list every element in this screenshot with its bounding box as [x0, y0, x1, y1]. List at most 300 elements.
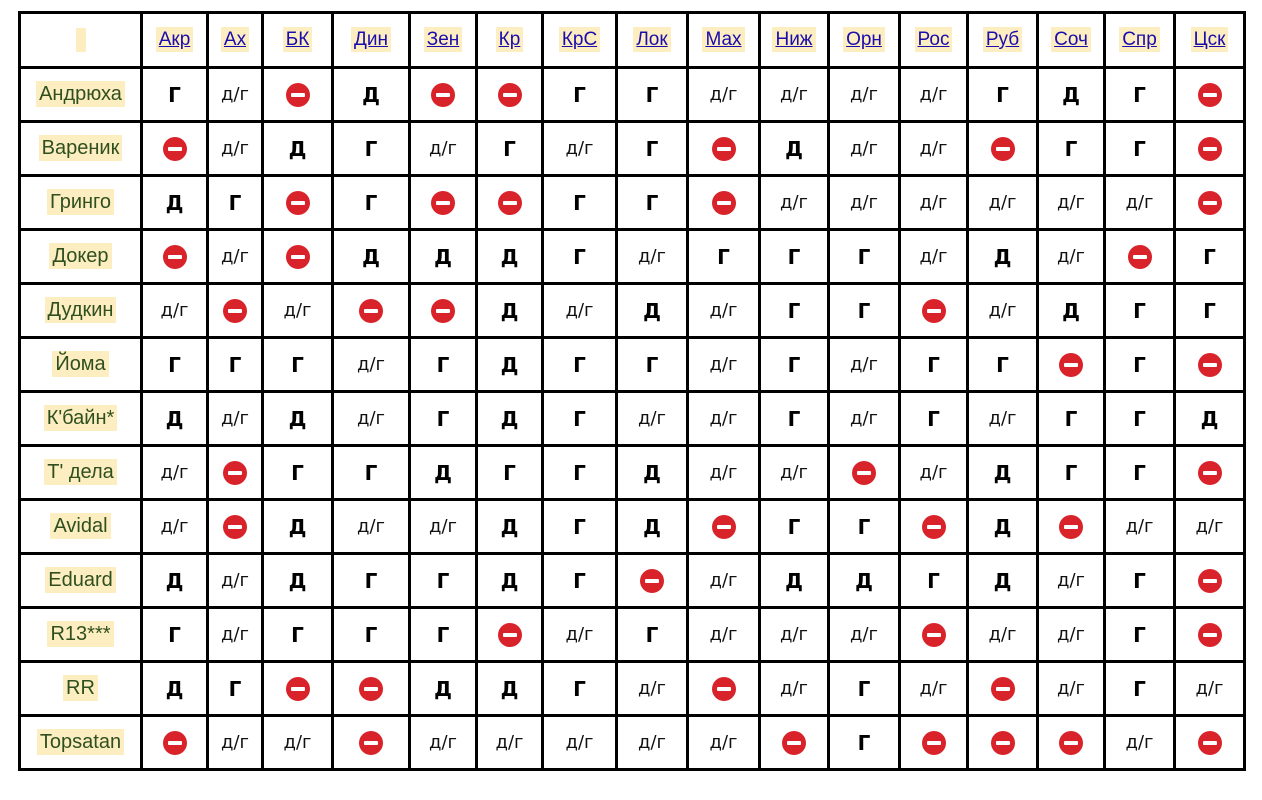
cell-value: Д	[785, 136, 803, 161]
table-cell	[900, 338, 968, 392]
table-cell	[829, 608, 900, 662]
table-cell	[543, 284, 617, 338]
column-header-link[interactable]: Цск	[1191, 27, 1229, 52]
table-cell	[142, 230, 208, 284]
table-cell	[760, 608, 829, 662]
table-cell	[900, 230, 968, 284]
row-header	[20, 500, 142, 554]
table-cell	[900, 392, 968, 446]
row-name: Гринго	[47, 189, 114, 215]
column-header-link[interactable]: КрС	[559, 27, 600, 52]
column-header	[543, 13, 617, 68]
row-header	[20, 608, 142, 662]
table-cell	[1175, 392, 1245, 446]
column-header-link[interactable]: Дин	[351, 27, 391, 52]
table-cell	[477, 122, 543, 176]
table-cell	[688, 122, 760, 176]
row-header	[20, 554, 142, 608]
cell-value: Г	[857, 244, 871, 269]
cell-value: Г	[927, 406, 940, 431]
table-cell	[263, 554, 333, 608]
no-entry-icon	[922, 731, 946, 755]
table-cell	[410, 338, 477, 392]
cell-value: д/г	[850, 192, 878, 213]
cell-value: Г	[645, 82, 659, 107]
cell-value: д/г	[429, 138, 457, 159]
cell-value: Д	[643, 298, 661, 323]
cell-value: Г	[1133, 676, 1146, 701]
cell-value: д/г	[850, 624, 878, 645]
table-row	[20, 122, 1245, 176]
table-cell	[410, 284, 477, 338]
cell-value: д/г	[988, 624, 1017, 645]
table-cell	[477, 284, 543, 338]
no-entry-icon	[1198, 569, 1222, 593]
table-cell	[208, 500, 263, 554]
table-cell	[543, 392, 617, 446]
row-header	[20, 338, 142, 392]
cell-value: д/г	[1125, 516, 1154, 537]
table-row	[20, 68, 1245, 122]
column-header-link[interactable]: Мах	[702, 27, 744, 52]
table-cell	[968, 554, 1038, 608]
table-cell	[760, 230, 829, 284]
cell-value: д/г	[221, 570, 249, 591]
cell-value: д/г	[780, 84, 808, 105]
cell-value: Д	[993, 460, 1012, 485]
table-cell	[208, 122, 263, 176]
table-cell	[208, 662, 263, 716]
column-header-link[interactable]: Зен	[424, 27, 463, 52]
no-entry-icon	[286, 677, 310, 701]
cell-value: Г	[573, 244, 586, 269]
table-cell	[1105, 68, 1175, 122]
table-cell	[543, 662, 617, 716]
grid-body	[20, 68, 1245, 770]
table-row	[20, 446, 1245, 500]
table-cell	[760, 176, 829, 230]
table-cell	[688, 662, 760, 716]
table-cell	[1175, 608, 1245, 662]
table-cell	[410, 554, 477, 608]
cell-value: д/г	[221, 138, 249, 159]
cell-value: д/г	[919, 138, 948, 159]
table-cell	[208, 176, 263, 230]
cell-value: д/г	[160, 300, 189, 321]
cell-value: д/г	[919, 678, 948, 699]
table-cell	[333, 554, 410, 608]
table-row	[20, 662, 1245, 716]
table-cell	[968, 662, 1038, 716]
row-name: RR	[63, 675, 98, 701]
no-entry-icon	[712, 137, 736, 161]
table-cell	[900, 122, 968, 176]
table-cell	[208, 446, 263, 500]
table-cell	[829, 392, 900, 446]
column-header-link[interactable]: Кр	[496, 27, 524, 52]
cell-value: д/г	[780, 462, 808, 483]
table-cell	[142, 68, 208, 122]
prediction-grid-container	[18, 11, 1246, 771]
table-row	[20, 284, 1245, 338]
table-cell	[968, 608, 1038, 662]
cell-value: Г	[1064, 406, 1078, 431]
cell-value: д/г	[850, 138, 878, 159]
no-entry-icon	[163, 731, 187, 755]
cell-value: Г	[1133, 352, 1146, 377]
cell-value: д/г	[283, 300, 312, 321]
column-header	[410, 13, 477, 68]
cell-value: Г	[1133, 406, 1146, 431]
table-cell	[1038, 392, 1105, 446]
table-cell	[477, 608, 543, 662]
cell-value: д/г	[357, 516, 385, 537]
column-header-link[interactable]: Спр	[1119, 27, 1160, 52]
row-header	[20, 446, 142, 500]
cell-value: Г	[1133, 82, 1146, 107]
cell-value: Г	[436, 352, 450, 377]
table-row	[20, 554, 1245, 608]
row-name: Topsatan	[37, 729, 124, 755]
cell-value: Г	[927, 352, 940, 377]
column-header-link[interactable]: Лок	[633, 27, 670, 52]
corner-cell	[20, 13, 142, 68]
table-cell	[829, 68, 900, 122]
table-cell	[688, 68, 760, 122]
table-cell	[829, 230, 900, 284]
cell-value: д/г	[221, 246, 249, 267]
cell-value: Г	[573, 406, 586, 431]
no-entry-icon	[991, 731, 1015, 755]
table-cell	[263, 284, 333, 338]
table-row	[20, 716, 1245, 770]
cell-value: Г	[857, 514, 871, 539]
no-entry-icon	[286, 191, 310, 215]
table-cell	[1038, 500, 1105, 554]
table-cell	[617, 446, 688, 500]
table-cell	[968, 446, 1038, 500]
cell-value: д/г	[429, 516, 457, 537]
cell-value: д/г	[1195, 678, 1224, 699]
table-cell	[1105, 176, 1175, 230]
cell-value: Г	[364, 136, 378, 161]
cell-value: д/г	[565, 300, 594, 321]
table-cell	[543, 446, 617, 500]
column-header-link[interactable]: Соч	[1051, 27, 1091, 52]
table-cell	[477, 500, 543, 554]
table-cell	[543, 68, 617, 122]
table-cell	[688, 284, 760, 338]
cell-value: Г	[1133, 622, 1146, 647]
cell-value: Г	[228, 676, 242, 701]
no-entry-icon	[498, 83, 522, 107]
cell-value: д/г	[565, 138, 594, 159]
table-cell	[1105, 122, 1175, 176]
table-cell	[968, 68, 1038, 122]
cell-value: д/г	[1057, 624, 1085, 645]
table-cell	[617, 392, 688, 446]
row-header	[20, 392, 142, 446]
column-header	[688, 13, 760, 68]
table-cell	[1175, 716, 1245, 770]
cell-value: д/г	[919, 192, 948, 213]
no-entry-icon	[1198, 353, 1222, 377]
cell-value: Д	[1062, 298, 1080, 323]
cell-value: Г	[228, 190, 242, 215]
table-cell	[1038, 446, 1105, 500]
cell-value: д/г	[495, 732, 524, 753]
table-cell	[760, 554, 829, 608]
column-header	[208, 13, 263, 68]
cell-value: Д	[500, 298, 519, 323]
table-cell	[142, 176, 208, 230]
cell-value: д/г	[429, 732, 457, 753]
cell-value: Д	[500, 244, 519, 269]
table-cell	[1105, 392, 1175, 446]
table-cell	[829, 662, 900, 716]
column-header	[760, 13, 829, 68]
column-header	[1038, 13, 1105, 68]
cell-value: Д	[165, 406, 184, 431]
table-cell	[968, 122, 1038, 176]
cell-value: Г	[1203, 244, 1216, 269]
table-cell	[900, 284, 968, 338]
row-header	[20, 176, 142, 230]
table-cell	[617, 176, 688, 230]
cell-value: д/г	[283, 732, 312, 753]
table-cell	[263, 230, 333, 284]
table-cell	[829, 500, 900, 554]
column-header	[142, 13, 208, 68]
cell-value: Г	[168, 622, 181, 647]
table-cell	[900, 68, 968, 122]
row-header	[20, 284, 142, 338]
table-cell	[208, 230, 263, 284]
table-cell	[760, 68, 829, 122]
table-cell	[1105, 608, 1175, 662]
row-header	[20, 662, 142, 716]
column-header-link[interactable]: Руб	[983, 27, 1022, 52]
table-cell	[1038, 176, 1105, 230]
table-cell	[477, 230, 543, 284]
column-header-link[interactable]: Акр	[156, 27, 194, 52]
column-header-link[interactable]: БК	[283, 27, 313, 52]
table-row	[20, 608, 1245, 662]
no-entry-icon	[286, 83, 310, 107]
table-cell	[142, 554, 208, 608]
table-cell	[900, 176, 968, 230]
table-cell	[617, 716, 688, 770]
no-entry-icon	[1059, 515, 1083, 539]
table-cell	[410, 662, 477, 716]
cell-value: Г	[291, 460, 304, 485]
cell-value: Г	[857, 730, 871, 755]
table-row	[20, 176, 1245, 230]
cell-value: Д	[434, 676, 452, 701]
column-header-link[interactable]: Рос	[915, 27, 953, 52]
cell-value: д/г	[850, 84, 878, 105]
cell-value: Г	[787, 298, 801, 323]
cell-value: д/г	[638, 246, 666, 267]
no-entry-icon	[852, 461, 876, 485]
column-header	[477, 13, 543, 68]
cell-value: Г	[787, 406, 801, 431]
table-cell	[333, 662, 410, 716]
table-cell	[477, 662, 543, 716]
no-entry-icon	[223, 299, 247, 323]
table-cell	[410, 68, 477, 122]
cell-value: д/г	[850, 408, 878, 429]
table-cell	[543, 230, 617, 284]
table-cell	[410, 500, 477, 554]
cell-value: Д	[165, 190, 184, 215]
cell-value: Д	[855, 568, 873, 593]
table-cell	[142, 662, 208, 716]
table-cell	[1038, 554, 1105, 608]
table-cell	[1175, 230, 1245, 284]
cell-value: Д	[362, 244, 380, 269]
cell-value: Г	[717, 244, 730, 269]
table-cell	[1105, 446, 1175, 500]
table-cell	[688, 554, 760, 608]
cell-value: Д	[434, 244, 452, 269]
table-cell	[1175, 500, 1245, 554]
no-entry-icon	[922, 623, 946, 647]
column-header-link[interactable]: Ниж	[772, 27, 815, 52]
column-header-link[interactable]: Ах	[221, 27, 249, 52]
cell-value: Г	[645, 190, 659, 215]
column-header-link[interactable]: Орн	[843, 27, 885, 52]
row-name: Дудкин	[45, 297, 117, 323]
cell-value: Д	[500, 676, 519, 701]
column-header	[263, 13, 333, 68]
cell-value: д/г	[1057, 192, 1085, 213]
table-cell	[263, 122, 333, 176]
cell-value: д/г	[709, 354, 738, 375]
table-cell	[1038, 716, 1105, 770]
cell-value: д/г	[221, 408, 249, 429]
table-cell	[333, 500, 410, 554]
table-cell	[263, 608, 333, 662]
table-cell	[1105, 230, 1175, 284]
table-cell	[1105, 716, 1175, 770]
cell-value: д/г	[565, 624, 594, 645]
table-cell	[1038, 284, 1105, 338]
table-cell	[208, 716, 263, 770]
cell-value: Г	[364, 568, 378, 593]
cell-value: д/г	[709, 732, 738, 753]
table-cell	[208, 392, 263, 446]
cell-value: Г	[857, 298, 871, 323]
no-entry-icon	[359, 677, 383, 701]
cell-value: Г	[1133, 298, 1146, 323]
cell-value: Г	[573, 514, 586, 539]
table-cell	[688, 446, 760, 500]
cell-value: Г	[168, 352, 181, 377]
cell-value: Д	[500, 514, 519, 539]
table-cell	[617, 230, 688, 284]
cell-value: д/г	[709, 84, 738, 105]
row-name: Т' дела	[44, 459, 117, 485]
table-cell	[688, 500, 760, 554]
cell-value: Г	[436, 406, 450, 431]
cell-value: д/г	[1125, 192, 1154, 213]
table-cell	[1038, 608, 1105, 662]
no-entry-icon	[1198, 731, 1222, 755]
cell-value: Г	[573, 352, 586, 377]
table-cell	[829, 284, 900, 338]
cell-value: Г	[573, 82, 586, 107]
row-header	[20, 716, 142, 770]
prediction-grid	[18, 11, 1246, 771]
table-cell	[410, 392, 477, 446]
table-cell	[900, 554, 968, 608]
table-cell	[760, 662, 829, 716]
cell-value: д/г	[988, 408, 1017, 429]
no-entry-icon	[498, 191, 522, 215]
column-header	[1175, 13, 1245, 68]
cell-value: Г	[436, 622, 450, 647]
table-cell	[688, 230, 760, 284]
cell-value: д/г	[357, 408, 385, 429]
no-entry-icon	[1059, 353, 1083, 377]
cell-value: Д	[500, 352, 519, 377]
no-entry-icon	[163, 137, 187, 161]
table-cell	[760, 338, 829, 392]
table-cell	[688, 608, 760, 662]
cell-value: Г	[927, 568, 940, 593]
table-cell	[900, 500, 968, 554]
column-header	[900, 13, 968, 68]
row-header	[20, 122, 142, 176]
no-entry-icon	[712, 677, 736, 701]
table-cell	[208, 554, 263, 608]
cell-value: д/г	[709, 624, 738, 645]
table-cell	[477, 716, 543, 770]
table-cell	[477, 392, 543, 446]
table-cell	[477, 338, 543, 392]
table-cell	[1175, 554, 1245, 608]
table-cell	[1175, 338, 1245, 392]
row-header	[20, 68, 142, 122]
table-cell	[208, 338, 263, 392]
cell-value: Г	[787, 244, 801, 269]
cell-value: Г	[364, 622, 378, 647]
table-cell	[688, 338, 760, 392]
cell-value: Д	[362, 82, 380, 107]
cell-value: Г	[573, 568, 586, 593]
cell-value: Д	[993, 244, 1012, 269]
no-entry-icon	[223, 515, 247, 539]
table-cell	[760, 716, 829, 770]
cell-value: д/г	[160, 462, 189, 483]
cell-value: Д	[1200, 406, 1219, 431]
cell-value: Г	[645, 136, 659, 161]
no-entry-icon	[712, 515, 736, 539]
no-entry-icon	[991, 137, 1015, 161]
cell-value: Г	[1133, 568, 1146, 593]
table-cell	[410, 446, 477, 500]
cell-value: Г	[364, 190, 378, 215]
cell-value: Д	[1062, 82, 1080, 107]
cell-value: Г	[573, 676, 586, 701]
table-cell	[333, 608, 410, 662]
table-cell	[760, 122, 829, 176]
table-cell	[1105, 662, 1175, 716]
table-cell	[968, 716, 1038, 770]
cell-value: д/г	[709, 462, 738, 483]
table-row	[20, 338, 1245, 392]
